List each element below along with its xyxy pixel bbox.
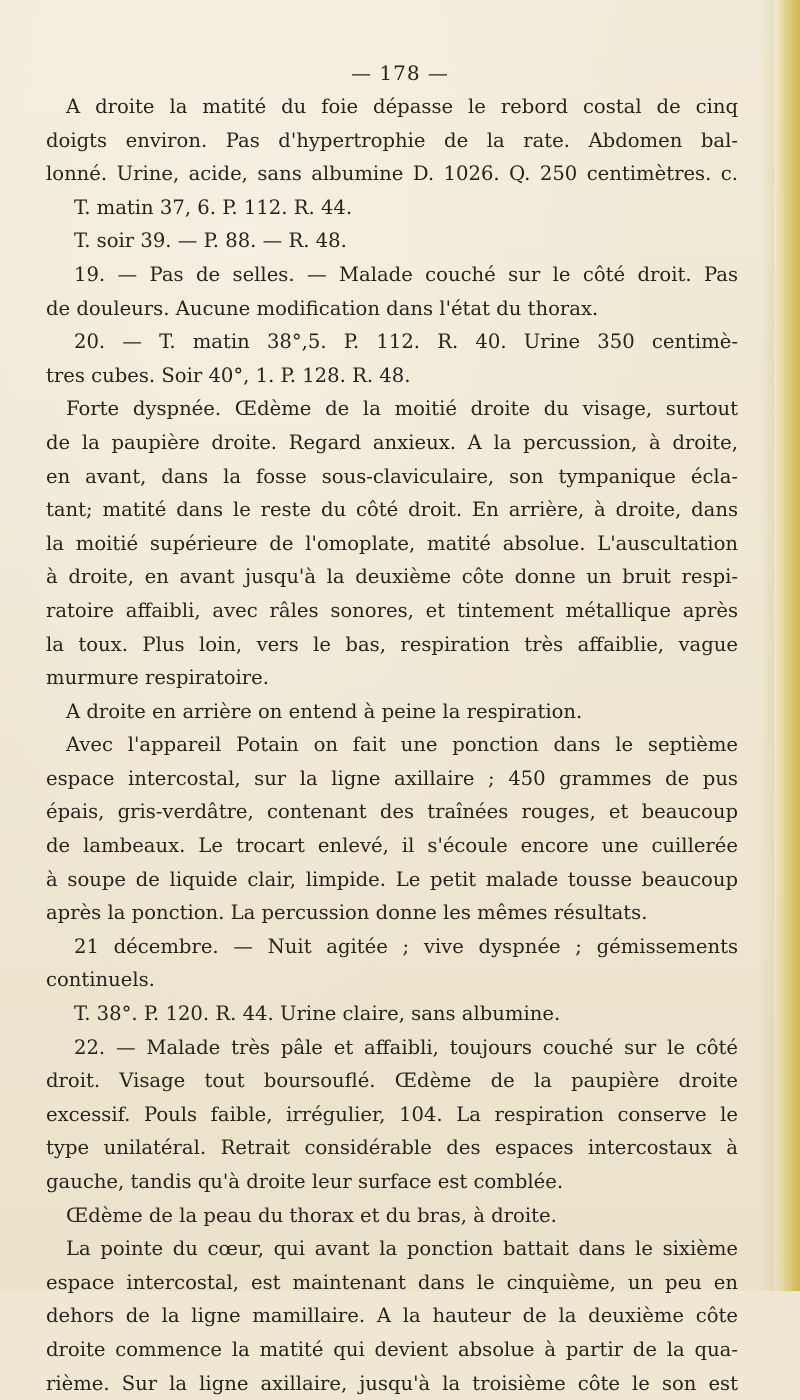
text-line: dehors de la ligne mamillaire. A la hauteur de la deuxième côte <box>46 1304 738 1328</box>
text-line: rième. Sur la ligne axillaire, jusqu'à la troisième côte le son est <box>46 1371 738 1395</box>
text-line: A droite la matité du foie dépasse le rebord costal de cinq <box>66 95 738 118</box>
text-line: doigts environ. Pas d'hypertrophie de la rate. Abdomen bal- <box>46 128 738 152</box>
text-line: 19. — Pas de selles. — Malade couché sur le côté droit. Pas <box>74 262 738 286</box>
text-line: lonné. Urine, acide, sans albumine D. 1026. Q. 250 centimètres. c. <box>46 162 738 186</box>
page-edge-shadow <box>760 0 774 1291</box>
text-line: droite commence la matité qui devient absolue à partir de la qua- <box>46 1337 738 1361</box>
text-line: 22. — Malade très pâle et affaibli, toujours couché sur le côté <box>74 1035 738 1059</box>
page-number-header: — 178 — <box>351 61 449 85</box>
text-line: en avant, dans la fosse sous-claviculaire, son tympanique écla- <box>46 464 738 488</box>
text-line: à soupe de liquide clair, limpide. Le petit malade tousse beaucoup <box>46 867 738 891</box>
text-line: A droite en arrière on entend à peine la respiration. <box>66 699 583 723</box>
text-line: espace intercostal, est maintenant dans le cinquième, un peu en <box>46 1270 738 1294</box>
text-line: continuels. <box>46 968 155 992</box>
text-line: tres cubes. Soir 40°, 1. P. 128. R. 48. <box>46 363 411 387</box>
text-line: Œdème de la peau du thorax et du bras, à droite. <box>66 1203 557 1227</box>
text-line: la toux. Plus loin, vers le bas, respiration très affaiblie, vague <box>46 632 738 656</box>
text-line: T. 38°. P. 120. R. 44. Urine claire, sans albumine. <box>74 1002 561 1026</box>
text-line: type unilatéral. Retrait considérable des espaces intercostaux à <box>46 1136 738 1160</box>
text-line: de lambeaux. Le trocart enlevé, il s'écoule encore une cuillerée <box>46 834 738 858</box>
text-line: 21 décembre. — Nuit agitée ; vive dyspnée ; gémissements <box>74 934 738 958</box>
text-line: murmure respiratoire. <box>46 666 269 690</box>
text-line: droit. Visage tout boursouflé. Œdème de la paupière droite <box>46 1069 738 1093</box>
text-line: à droite, en avant jusqu'à la deuxième côte donne un bruit respi- <box>46 565 738 589</box>
page-edge <box>774 0 800 1291</box>
text-line: ratoire affaibli, avec râles sonores, et tintement métallique après <box>46 598 738 622</box>
text-line: Avec l'appareil Potain on fait une ponction dans le septième <box>66 733 738 757</box>
text-line: espace intercostal, sur la ligne axillaire ; 450 grammes de pus <box>46 766 738 790</box>
text-line: de douleurs. Aucune modification dans l'état du thorax. <box>46 296 599 320</box>
text-line: 20. — T. matin 38°,5. P. 112. R. 40. Urine 350 centimè- <box>74 330 738 354</box>
text-line: après la ponction. La percussion donne les mêmes résultats. <box>46 901 648 925</box>
text-line: épais, gris-verdâtre, contenant des traînées rouges, et beaucoup <box>46 800 738 824</box>
text-line: gauche, tandis qu'à droite leur surface est comblée. <box>46 1170 564 1193</box>
text-line: la moitié supérieure de l'omoplate, matité absolue. L'auscultation <box>46 531 738 555</box>
body-text <box>46 90 738 1400</box>
text-line: T. soir 39. — P. 88. — R. 48. <box>74 229 347 253</box>
text-line: excessif. Pouls faible, irrégulier, 104. La respiration conserve le <box>46 1102 738 1126</box>
text-line: tant; matité dans le reste du côté droit. En arrière, à droite, dans <box>46 498 738 522</box>
text-line: de la paupière droite. Regard anxieux. A la percussion, à droite, <box>46 430 738 454</box>
text-line: Forte dyspnée. Œdème de la moitié droite du visage, surtout <box>66 397 738 421</box>
text-line: T. matin 37, 6. P. 112. R. 44. <box>74 195 353 219</box>
text-line: La pointe du cœur, qui avant la ponction battait dans le sixième <box>66 1237 738 1261</box>
